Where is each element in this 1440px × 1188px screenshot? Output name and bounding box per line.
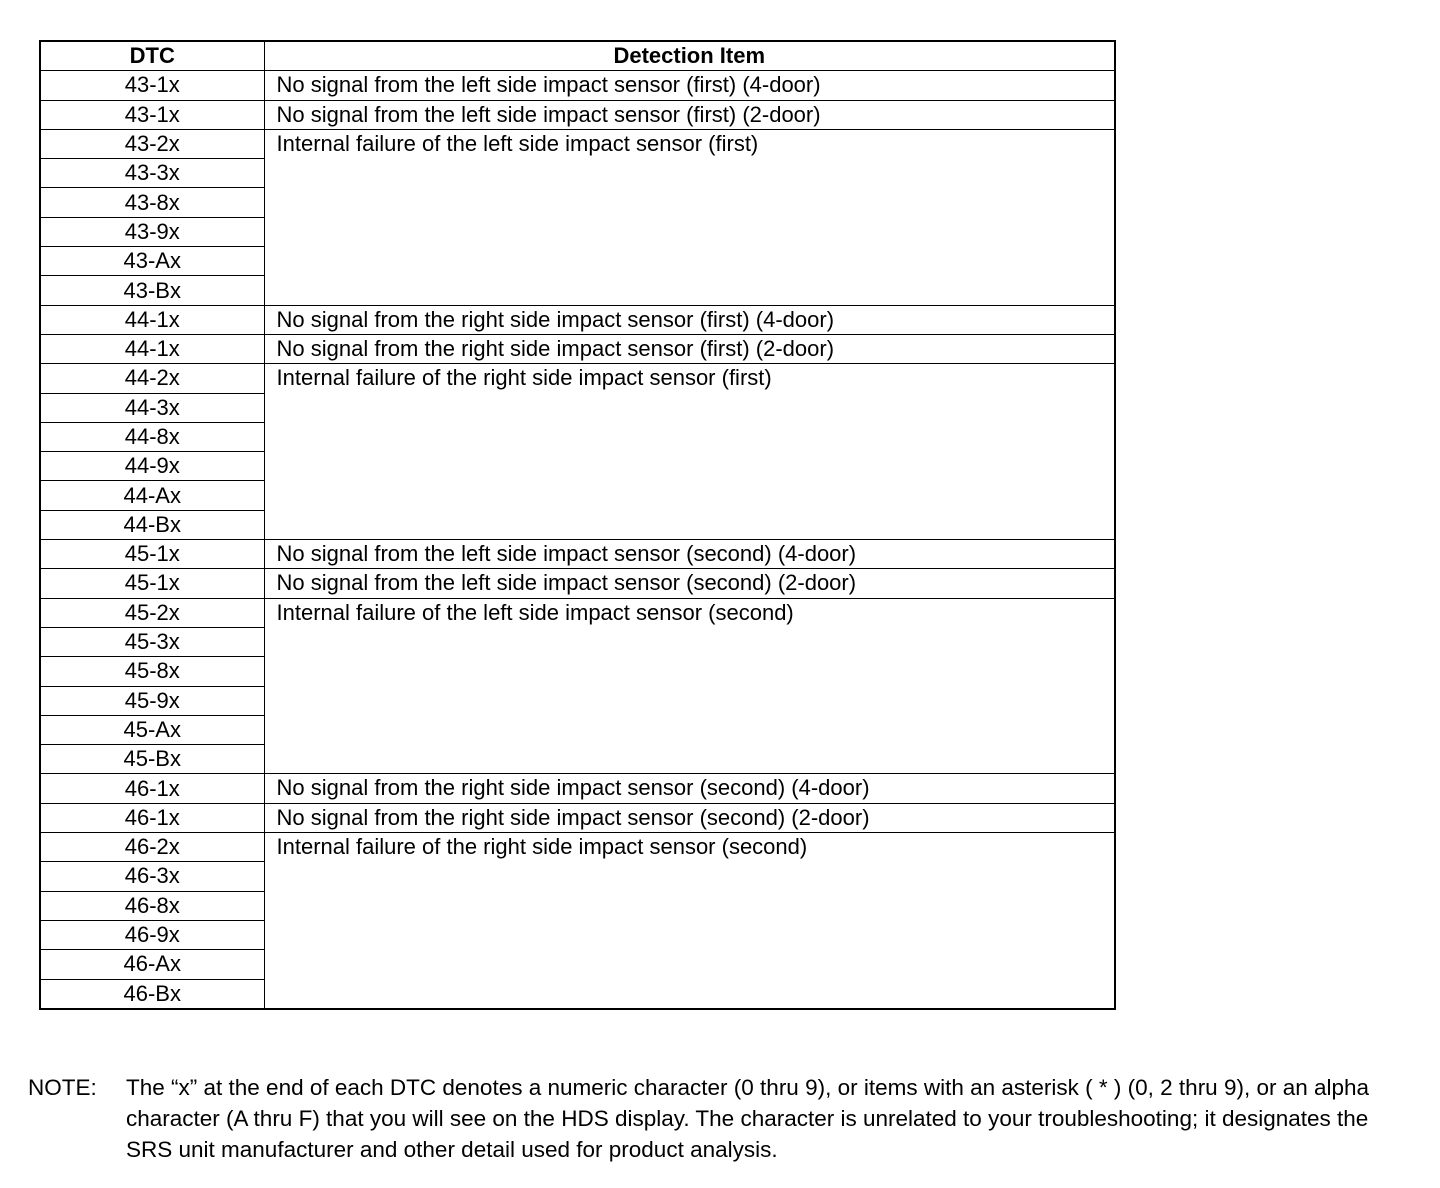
note-label: NOTE: [28, 1075, 97, 1100]
dtc-code-cell: 44-8x [40, 422, 264, 451]
detection-item-cell: No signal from the right side impact sensor (first) (2-door) [264, 334, 1115, 363]
header-dtc: DTC [40, 41, 264, 71]
table-row [40, 129, 1115, 158]
dtc-code-cell: 46-1x [40, 774, 264, 803]
dtc-code-cell: 45-1x [40, 540, 264, 569]
detection-item-cell: No signal from the right side impact sensor (second) (4-door) [264, 774, 1115, 803]
dtc-code-cell: 43-8x [40, 188, 264, 217]
detection-item-cell: No signal from the left side impact sensor (second) (2-door) [264, 569, 1115, 598]
dtc-code-cell: 43-2x [40, 129, 264, 158]
dtc-code-cell: 44-1x [40, 334, 264, 363]
dtc-code-cell: 45-3x [40, 627, 264, 656]
dtc-code-cell: 46-3x [40, 862, 264, 891]
dtc-code-cell: 44-3x [40, 393, 264, 422]
detection-item-cell: No signal from the right side impact sensor (first) (4-door) [264, 305, 1115, 334]
dtc-code-cell: 45-9x [40, 686, 264, 715]
header-row [40, 41, 1115, 71]
detection-item-cell: Internal failure of the left side impact sensor (second) [264, 598, 1115, 774]
dtc-code-cell: 44-Bx [40, 510, 264, 539]
table-row [40, 774, 1115, 803]
detection-item-cell: No signal from the left side impact sensor (first) (2-door) [264, 100, 1115, 129]
dtc-table [39, 40, 1116, 1010]
table-row [40, 71, 1115, 100]
dtc-code-cell: 46-1x [40, 803, 264, 832]
detection-item-cell: Internal failure of the right side impact sensor (second) [264, 833, 1115, 1009]
dtc-code-cell: 43-Ax [40, 247, 264, 276]
dtc-code-cell: 43-9x [40, 217, 264, 246]
dtc-code-cell: 44-1x [40, 305, 264, 334]
dtc-code-cell: 46-9x [40, 920, 264, 949]
table-row [40, 305, 1115, 334]
table-row [40, 364, 1115, 393]
dtc-code-cell: 43-1x [40, 71, 264, 100]
detection-item-cell: No signal from the left side impact sensor (second) (4-door) [264, 540, 1115, 569]
table-row [40, 833, 1115, 862]
dtc-code-cell: 43-3x [40, 159, 264, 188]
table-row [40, 540, 1115, 569]
dtc-code-cell: 43-1x [40, 100, 264, 129]
dtc-code-cell: 44-9x [40, 452, 264, 481]
dtc-code-cell: 44-Ax [40, 481, 264, 510]
dtc-code-cell: 43-Bx [40, 276, 264, 305]
table-row [40, 334, 1115, 363]
detection-item-cell: Internal failure of the right side impact sensor (first) [264, 364, 1115, 540]
table-row [40, 569, 1115, 598]
dtc-code-cell: 45-2x [40, 598, 264, 627]
dtc-table-body [40, 71, 1115, 1009]
dtc-code-cell: 45-1x [40, 569, 264, 598]
dtc-code-cell: 46-8x [40, 891, 264, 920]
detection-item-cell: Internal failure of the left side impact sensor (first) [264, 129, 1115, 305]
dtc-code-cell: 46-Bx [40, 979, 264, 1009]
table-row [40, 598, 1115, 627]
header-detection-item: Detection Item [264, 41, 1115, 71]
table-row [40, 100, 1115, 129]
detection-item-cell: No signal from the right side impact sensor (second) (2-door) [264, 803, 1115, 832]
table-row [40, 803, 1115, 832]
dtc-code-cell: 46-Ax [40, 950, 264, 979]
dtc-code-cell: 46-2x [40, 833, 264, 862]
dtc-code-cell: 45-8x [40, 657, 264, 686]
dtc-code-cell: 44-2x [40, 364, 264, 393]
detection-item-cell: No signal from the left side impact sensor (first) (4-door) [264, 71, 1115, 100]
dtc-code-cell: 45-Ax [40, 715, 264, 744]
note-text: The “x” at the end of each DTC denotes a numeric character (0 thru 9), or items with an asterisk ( * ) (0, 2 thru 9), or an alpha character (A thru F) that you will see on the HDS display. The character is unrelated to your troubleshooting; it designates the SRS unit manufacturer and other detail used for product analysis. [126, 1075, 1370, 1162]
dtc-code-cell: 45-Bx [40, 745, 264, 774]
